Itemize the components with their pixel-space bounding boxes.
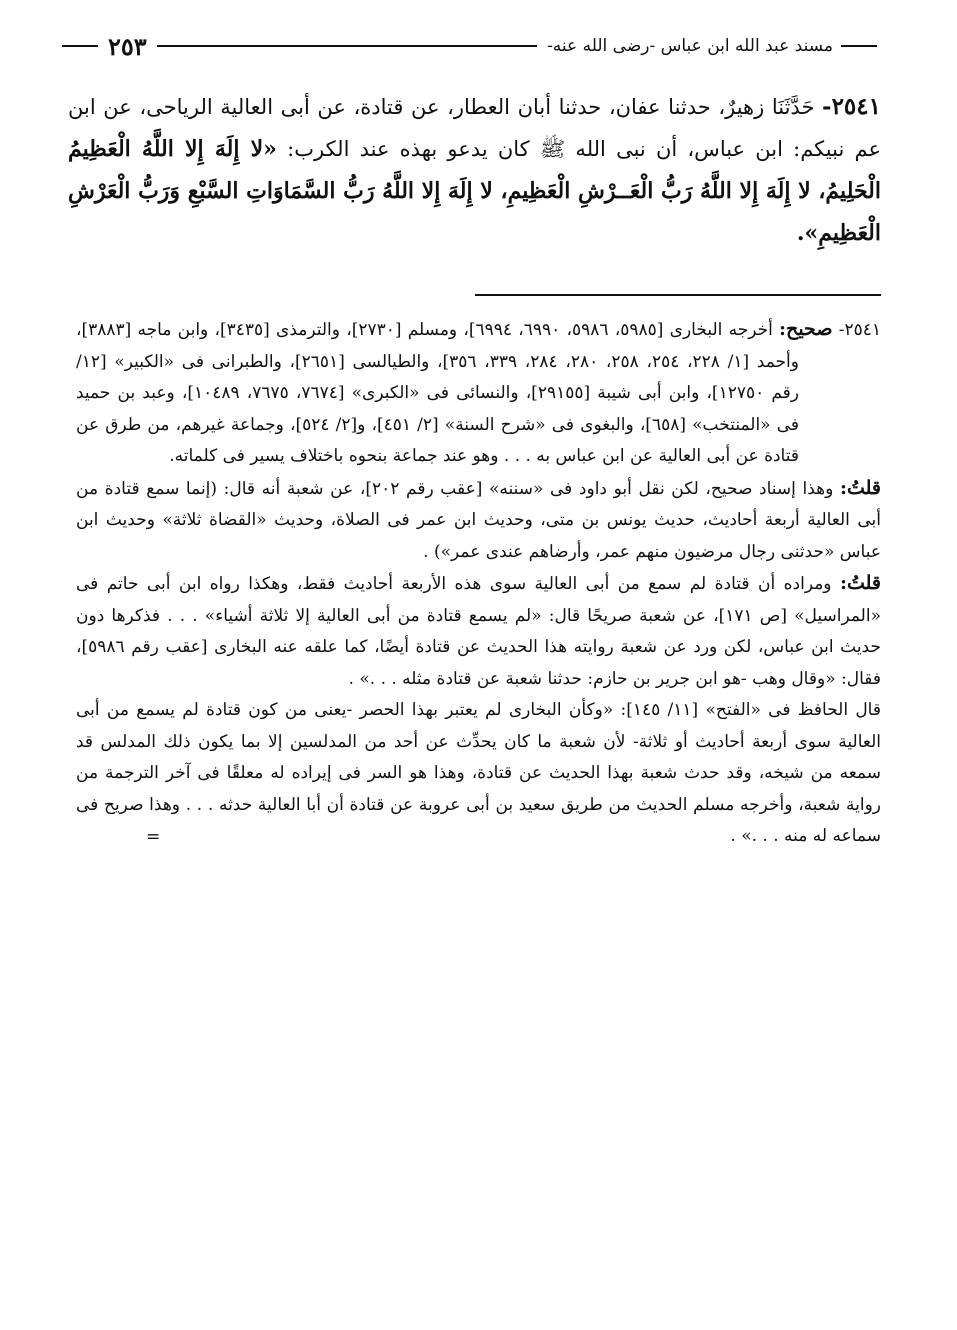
takhrij-paragraph <box>76 314 881 473</box>
running-title: مسند عبد الله ابن عباس -رضى الله عنه- <box>547 36 833 56</box>
header-dash <box>841 45 877 47</box>
comment-text: وهذا إسناد صحيح، لكن نقل أبو داود فى «سننه» [عقب رقم ٢٠٢]، عن شعبة أنه قال: (إنما سمع قتادة من أبى العالية أربعة أحاديث، حديث يونس بن متى، وحديث ابن عمر فى الصلاة، وحديث «القضاة ثلاثة» وحديث ابن عباس «حدثنى رجال مرضيون منهم عمر، وأرضاهم عندى عمر») . <box>76 478 881 562</box>
comment-text: ومراده أن قتادة لم سمع من أبى العالية سوى هذه الأربعة أحاديث فقط، وهكذا رواه ابن أبى حاتم فى «المراسيل» [ص ١٧١]، عن شعبة صريحًا قال: «لم يسمع قتادة من أبى العالية إلا ثلاثة أشياء» . . . فذكرها دون حديث ابن عباس، لكن ورد عن شعبة روايته هذا الحديث عن قتادة أيضًا، كما علقه عنه البخارى [عقب رقم ٥٩٨٦]، فقال: «وقال وهب -هو ابن جرير بن حازم: حدثنا شعبة عن قتادة مثله . . .» . <box>76 574 881 689</box>
header-rule <box>157 45 537 47</box>
footnotes <box>76 314 881 853</box>
qultu-label: قلتُ: <box>839 572 881 594</box>
grading-label: صحيح: <box>779 318 833 340</box>
hadith-text <box>68 86 881 254</box>
footnote-separator <box>475 294 881 296</box>
hadith-number: ٢٥٤١- <box>822 93 881 120</box>
comment-paragraph <box>76 473 881 569</box>
hadith-isnad: حَدَّثَنَا زهيرٌ، حدثنا عفان، حدثنا أبان العطار، عن قتادة، عن أبى العالية الرياحى، عن ابن عم نبيكم: ابن عباس، أن نبى الله ﷺ كان يدعو بهذه عند الكرب: <box>68 95 882 161</box>
hadith-matn: «لا إِلَهَ إِلا اللَّهُ الْعَظِيمُ الْحَلِيمُ، لا إِلَهَ إِلا اللَّهُ رَبُّ الْعَــرْشِ الْعَظِيمِ، لا إِلَهَ إِلا اللَّهُ رَبُّ السَّمَاوَاتِ السَّبْعِ وَرَبُّ الْعَرْشِ الْعَظِيمِ». <box>68 136 881 246</box>
header-dash <box>62 45 98 47</box>
takhrij-text: أخرجه البخارى [٥٩٨٥، ٥٩٨٦، ٦٩٩٠، ٦٩٩٤]، ومسلم [٢٧٣٠]، والترمذى [٣٤٣٥]، وابن ماجه [٣٨٨٣]، وأحمد [١/ ٢٢٨، ٢٥٤، ٢٥٨، ٢٨٠، ٢٨٤، ٣٣٩، ٣٥٦]، والطيالسى [٢٦٥١]، والطبرانى فى «الكبير» [١٢/ رقم ١٢٧٥٠]، وابن أبى شيبة [٢٩١٥٥]، والنسائى فى «الكبرى» [٧٦٧٤، ٧٦٧٥، ١٠٤٨٩]، وعبد بن حميد فى «المنتخب» [٦٥٨]، والبغوى فى «شرح السنة» [٢/ ٤٥١]، و[٢/ ٥٢٤]، وجماعة غيرهم، من طرق عن قتادة عن أبى العالية عن ابن عباس به . . . وهو عند جماعة بنحوه باختلاف يسير فى كلماته. <box>76 320 800 466</box>
qultu-label: قلتُ: <box>839 476 881 499</box>
hafiz-text: قال الحافظ فى «الفتح» [١١/ ١٤٥]: «وكأن البخارى لم يعتبر بهذا الحصر -يعنى من كون قتادة لم يسمع من أبى العالية سوى أربعة أحاديث أو ثلاثة- لأن شعبة ما كان يحدِّث عن أحد من المدلسين إلا بما يكون ذلك المدلس قد سمعه من شيخه، وقد حدث شعبة بهذا الحديث عن قتادة، وهذا هو السر فى إيراده له معلقًا فى آخر الترجمة من رواية شعبة، وأخرجه مسلم الحديث من طريق سعيد بن أبى عروبة عن قتادة أن أبا العالية حدثه . . . وهذا صريح فى سماعه له منه . . .» . <box>76 700 881 846</box>
comment-paragraph <box>76 568 881 695</box>
takhrij-number: ٢٥٤١- <box>838 320 881 340</box>
continuation-mark: = <box>146 826 161 847</box>
page-number: ٢٥٣ <box>108 31 147 61</box>
page-header <box>62 28 877 64</box>
